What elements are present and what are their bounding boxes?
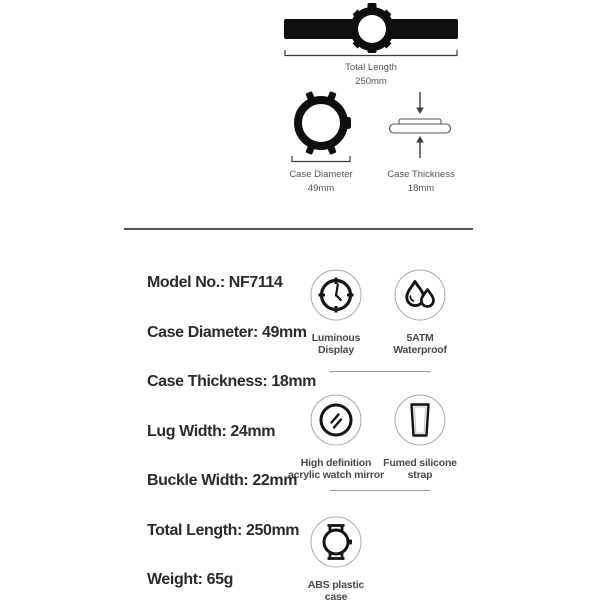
feature-label-line1: 5ATM xyxy=(406,332,434,344)
feature-label-line2: Display xyxy=(318,344,354,356)
case-diameter-bracket xyxy=(291,155,351,163)
case-thickness-label xyxy=(371,169,471,195)
case-thickness-diagram xyxy=(387,90,453,160)
case-diameter-label xyxy=(271,169,371,195)
feature-abs-case xyxy=(288,516,384,603)
watch-dial xyxy=(358,15,386,43)
feature-label-line1: ABS plastic xyxy=(307,579,365,591)
watch-case-front-diagram xyxy=(290,90,354,156)
case-ring xyxy=(298,100,344,146)
total-length-caption: Total Length xyxy=(345,62,397,73)
watch-mirror-icon xyxy=(310,394,362,446)
watch-side-profile xyxy=(390,119,451,133)
spec-case-thickness: Case Thickness: 18mm xyxy=(147,373,316,390)
feature-acrylic-mirror xyxy=(288,394,384,481)
feature-label-line2: strap xyxy=(407,469,433,481)
spec-weight: Weight: 65g xyxy=(147,571,233,588)
arrow-down-head xyxy=(416,108,424,115)
watch-case-icon xyxy=(310,516,362,568)
total-length-label xyxy=(284,62,458,88)
strap-icon xyxy=(394,394,446,446)
arrow-up-head xyxy=(416,136,424,143)
clock-icon xyxy=(310,269,362,321)
spec-lug-width: Lug Width: 24mm xyxy=(147,423,276,440)
feature-divider-1 xyxy=(330,371,430,372)
case-thickness-caption: Case Thickness xyxy=(387,169,455,180)
spec-buckle-width: Buckle Width: 22mm xyxy=(147,472,298,489)
case-thickness-value: 18mm xyxy=(407,182,435,194)
spec-case-diameter: Case Diameter: 49mm xyxy=(147,324,307,341)
section-divider xyxy=(124,228,473,230)
feature-label-line1: Luminous xyxy=(311,332,361,344)
feature-5atm-waterproof xyxy=(372,269,468,356)
spec-model-no: Model No.: NF7114 xyxy=(147,274,283,291)
feature-label-line2: Waterproof xyxy=(393,344,447,356)
water-drops-icon xyxy=(394,269,446,321)
case-diameter-caption: Case Diameter xyxy=(289,169,353,180)
feature-divider-2 xyxy=(330,490,430,491)
total-length-value: 250mm xyxy=(355,75,387,87)
feature-luminous-display xyxy=(288,269,384,356)
watch-top-view-diagram xyxy=(284,2,458,54)
feature-label-line2: acrylic watch mirror xyxy=(288,469,384,481)
spec-total-length: Total Length: 250mm xyxy=(147,522,300,539)
feature-silicone-strap xyxy=(372,394,468,481)
case-diameter-value: 49mm xyxy=(307,182,335,194)
total-length-bracket xyxy=(284,49,458,57)
feature-label-line1: Fumed silicone xyxy=(383,457,457,469)
feature-label-line2: case xyxy=(324,591,348,603)
feature-label-line1: High definition xyxy=(300,457,372,469)
